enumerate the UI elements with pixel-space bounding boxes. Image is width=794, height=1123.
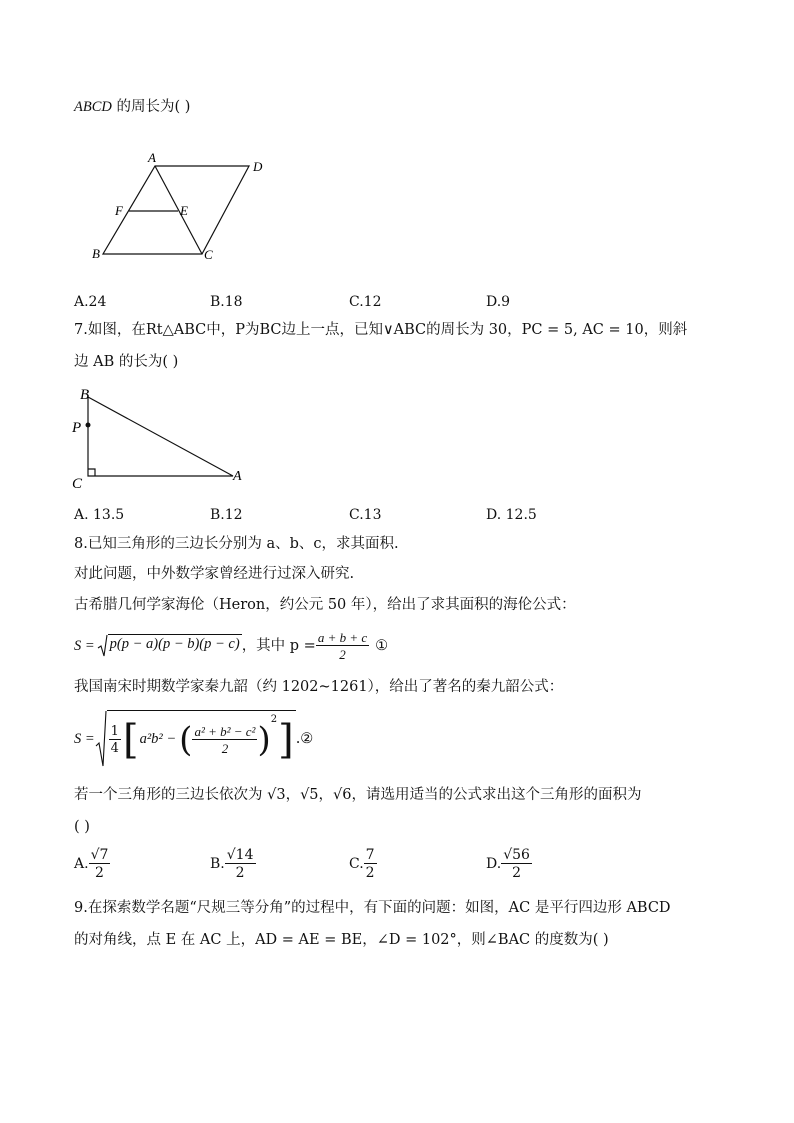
qin-inner-den: 2 [221, 740, 229, 756]
q8-option-c-den: 2 [365, 865, 375, 881]
qin-inner-num: a² + b² − c² [194, 723, 256, 739]
qin-paren-left: ( [179, 719, 193, 760]
q7-option-b[interactable]: B.12 [210, 507, 243, 523]
heron-lhs: S = [74, 637, 95, 654]
q8-option-a-letter: A. [74, 856, 89, 872]
heron-p-fraction [316, 631, 369, 661]
q8-stem-line3: 古希腊几何学家海伦（Heron，约公元 50 年），给出了求其面积的海伦公式： [74, 597, 576, 613]
q8-option-a-num: √7 [90, 847, 109, 863]
q9-stem-line2: 的对角线，点 E 在 AC 上，AD = AE = BE，∠D = 102°，则∠BAC 的度数为( ) [74, 932, 609, 948]
qin-sqrt [95, 710, 296, 768]
qin-quarter-den: 4 [110, 740, 119, 756]
q6-option-d[interactable]: D.9 [486, 294, 511, 310]
qin-inner-fraction [192, 725, 257, 755]
q8-option-d-den: 2 [512, 865, 522, 881]
q8-option-b-fraction [225, 848, 256, 880]
q6-tail-text: 的周长为( ) [111, 99, 191, 115]
q7-label-c: C [72, 476, 83, 492]
q6-label-c: C [204, 247, 213, 262]
q9-stem-line1: 9.在探索数学名题“尺规三等分角”的过程中，有下面的问题：如图，AC 是平行四边形 ABCD [74, 900, 671, 916]
qin-formula [74, 708, 313, 770]
q6-label-d: D [253, 159, 263, 174]
q7-right-angle-mark [88, 469, 95, 476]
q7-stem-line2: 边 AB 的长为( ) [74, 354, 179, 370]
q8-option-b[interactable] [210, 848, 256, 880]
q7-point-p [86, 423, 91, 428]
q8-option-d-letter: D. [486, 856, 502, 872]
q8-option-d[interactable] [486, 848, 532, 880]
q6-parallelogram [103, 166, 249, 254]
heron-mark: ① [375, 637, 389, 654]
q8-stem-line4: 我国南宋时期数学家秦九韶（约 1202~1261），给出了著名的秦九韶公式： [74, 679, 564, 695]
q7-label-a: A [233, 469, 242, 484]
q6-figure [86, 148, 276, 266]
qin-mark: .② [295, 730, 314, 747]
q6-abcd: ABCD [74, 99, 112, 115]
qin-lhs: S = [74, 730, 95, 747]
q8-option-d-num: √56 [503, 847, 530, 863]
radical-icon [95, 710, 107, 768]
q8-option-c-num: 7 [365, 847, 375, 863]
q6-option-b[interactable]: B.18 [210, 294, 243, 310]
q7-option-d[interactable]: D. 12.5 [486, 507, 537, 523]
radical-icon [97, 634, 108, 658]
q6-label-e: E [180, 203, 188, 218]
q7-triangle [88, 397, 233, 476]
heron-mid: ，其中 p = [241, 637, 316, 654]
qin-bracket-right: ] [278, 716, 294, 763]
q6-diagonal-ac [155, 166, 202, 254]
q8-option-a-fraction [89, 848, 111, 880]
heron-p-den: 2 [339, 647, 346, 662]
q6-option-c[interactable]: C.12 [349, 294, 382, 310]
qin-ab-term: a²b² − [139, 731, 177, 748]
q8-option-c[interactable] [349, 848, 377, 880]
q8-option-c-letter: C. [349, 856, 364, 872]
q8-option-b-letter: B. [210, 856, 225, 872]
q7-option-a[interactable]: A. 13.5 [74, 507, 125, 523]
qin-quarter [109, 725, 121, 755]
heron-formula [74, 628, 388, 664]
qin-paren-right: ) [257, 719, 271, 760]
q6-label-a: A [148, 150, 156, 165]
q7-option-c[interactable]: C.13 [349, 507, 382, 523]
q8-option-b-num: √14 [226, 847, 254, 863]
q8-option-d-fraction [501, 848, 532, 880]
q7-stem-line1: 7.如图，在Rt△ABC中，P为BC边上一点，已知∨ABC的周长为 30，PC = 5, AC = 10，则斜 [74, 322, 688, 338]
q7-label-b: B [80, 387, 90, 403]
q6-label-b: B [92, 246, 100, 261]
q7-figure [70, 384, 250, 492]
heron-sqrt [97, 634, 242, 658]
q8-option-b-den: 2 [235, 865, 245, 881]
qin-bracket-left: [ [122, 716, 139, 763]
q8-option-c-fraction [364, 848, 377, 880]
heron-p-num: a + b + c [317, 630, 368, 645]
qin-square: 2 [270, 714, 278, 725]
q7-label-p: P [72, 420, 82, 436]
q8-option-a[interactable] [74, 848, 110, 880]
q8-stem-line6: ( ) [74, 819, 90, 835]
q6-tail-line [74, 100, 190, 115]
heron-radicand: p(p − a)(p − b)(p − c) [108, 634, 242, 658]
q8-stem-line1: 8.已知三角形的三边长分别为 a、b、c，求其面积. [74, 536, 399, 552]
q6-label-f: F [115, 203, 123, 218]
q8-option-a-den: 2 [95, 865, 104, 881]
qin-radicand [107, 710, 296, 768]
q8-stem-line5: 若一个三角形的三边长依次为 √3，√5，√6，请选用适当的公式求出这个三角形的面积为 [74, 787, 642, 803]
q6-option-a[interactable]: A.24 [74, 294, 107, 310]
q8-stem-line2: 对此问题，中外数学家曾经进行过深入研究. [74, 566, 355, 582]
qin-quarter-num: 1 [110, 723, 119, 739]
